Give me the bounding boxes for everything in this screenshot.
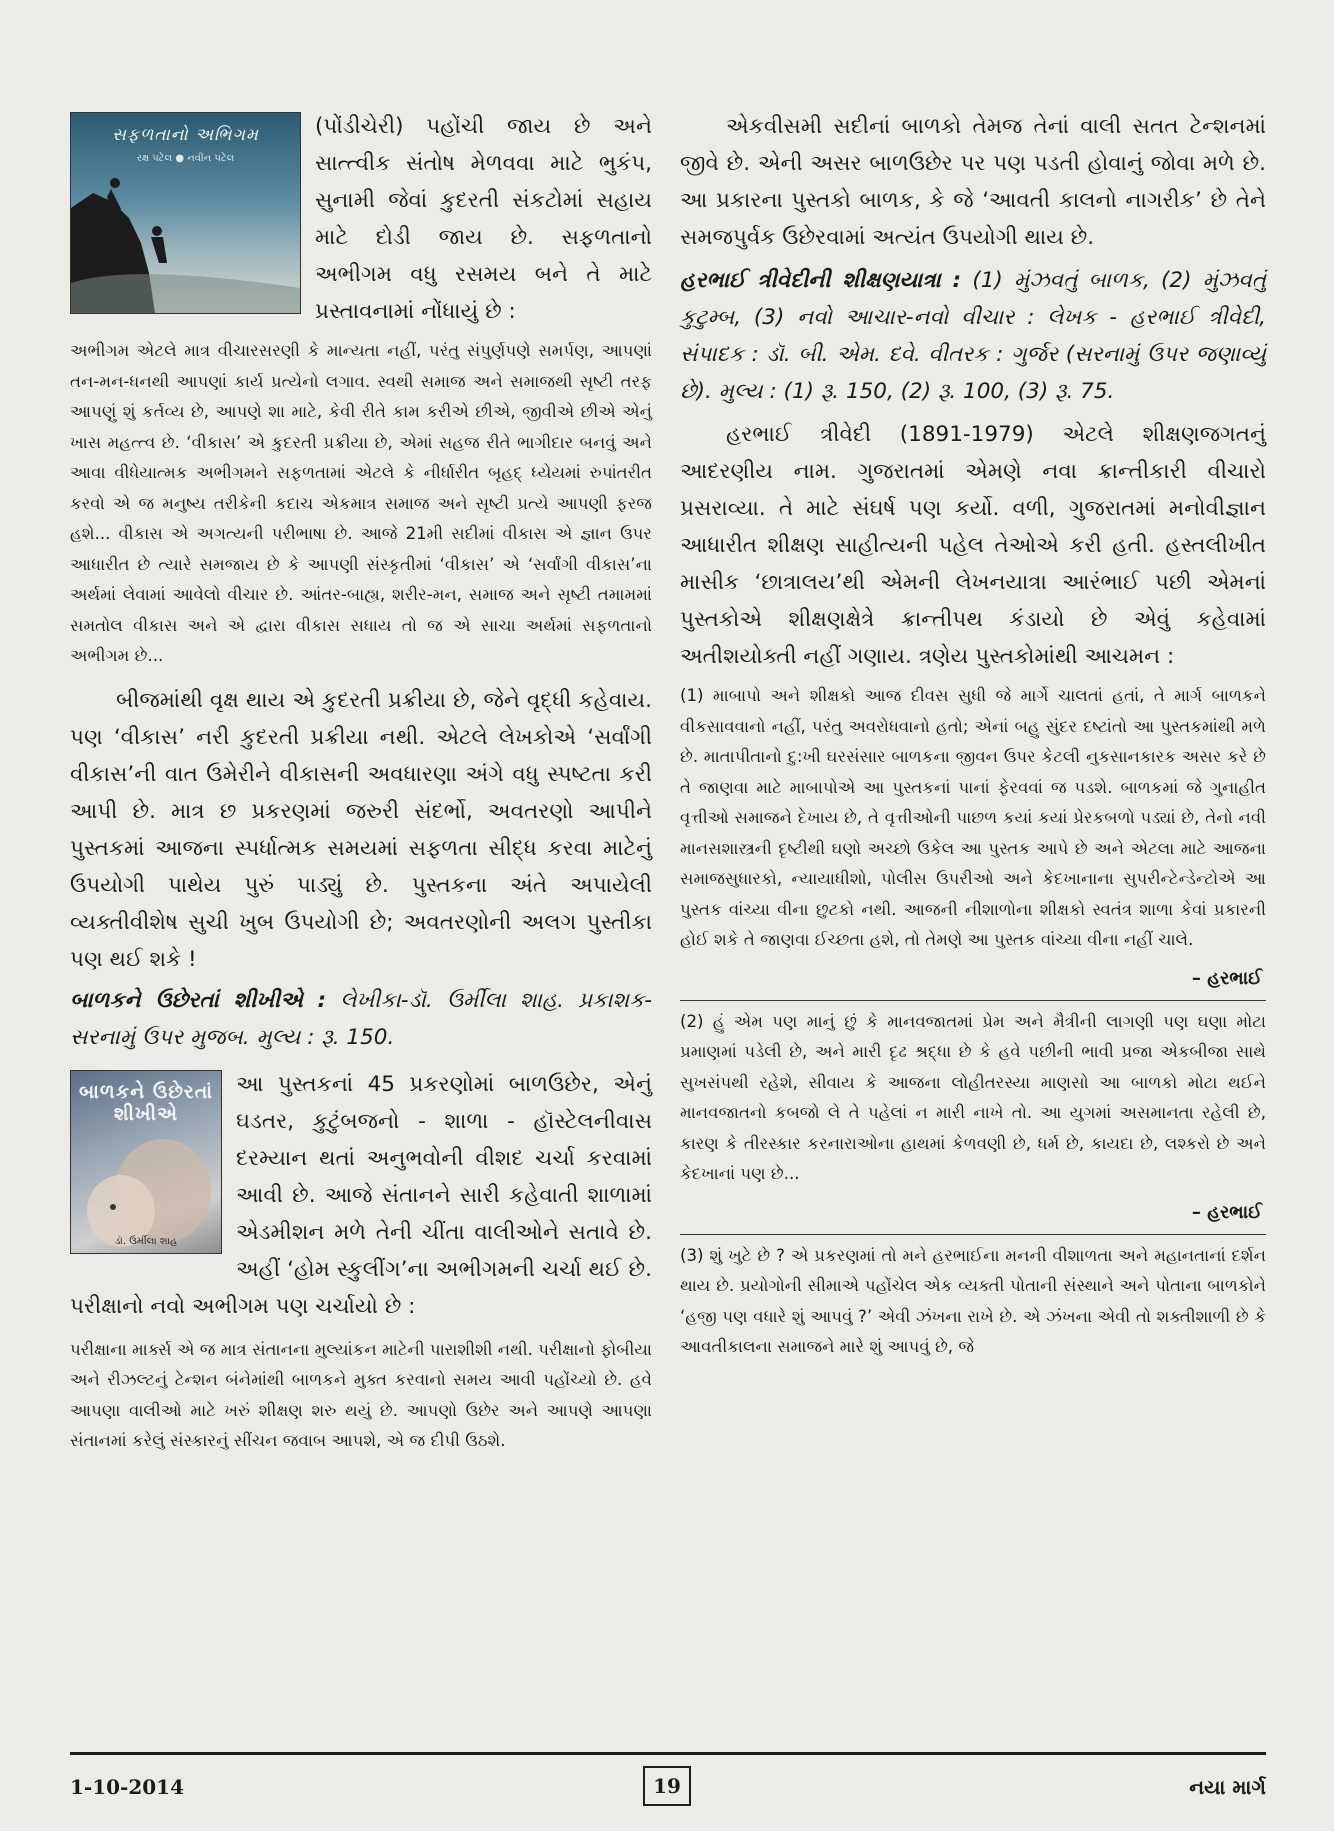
book-cover-authors: રક્ષ પટેલ ● નવીન પટેલ [136,153,235,164]
quote-block: અભીગમ એટલે માત્ર વીચારસરણી કે માન્યતા નહીં, પરંતુ સંપુર્ણપણે સમર્પણ, આપણાં તન-મન-ધનથી આપણાં કાર્ય પ્રત્યેનો લગાવ. સ્વથી સમાજ અને સમાજથી સૃષ્ટી તરફ આપણું શું કર્તવ્ય છે, આપણે શા માટે, કેવી રીતે કામ કરીએ છીએ, જીવીએ છીએ એનું ખાસ મહત્ત્વ છે. ‘વીકાસ’ એ કુદરતી પ્રક્રીયા છે, એમાં સહજ રીતે ભાગીદાર બનવું અને આવા વીધેયાત્મક અભીગમને સફળતામાં એટલે કે નીર્ધારીત બૃહદ્ ધ્યેયમાં રુપાંતરીત કરવો એ જ મનુષ્ય તરીકેની કદાચ એકમાત્ર સમાજ અને સૃષ્ટી પ્રત્યે આપણી ફરજ હશે... વીકાસ એ અગત્યની પરીભાષા છે. આજે 21મી સદીમાં વીકાસ એ જ્ઞાન ઉપર આધારીત છે ત્યારે સમજાય છે કે આપણી સંસ્કૃતીમાં ‘વીકાસ’ એ ‘સર્વાંગી વીકાસ’ના અર્થમાં લેવામાં આવેલો વીચાર છે. આંતર-બાહ્ય, શરીર-મન, સમાજ અને સૃષ્ટી તમામમાં સમતોલ વીકાસ અને એ દ્વારા વીકાસ સધાય તો જ એ સાચા અર્થમાં સફળતાનો અભીગમ છે... [70,341,652,665]
right-column [680,108,1266,1363]
book-cover-author: ડૉ. ઉર્મીલા શાહ [114,1235,178,1247]
body-paragraph: બીજમાંથી વૃક્ષ થાય એ કુદરતી પ્રક્રીયા છે, જેને વૃદ્ધી કહેવાય. પણ ‘વીકાસ’ નરી કુદરતી પ્રક્રીયા નથી. એટલે લેખકોએ ‘સર્વાંગી વીકાસ’ની વાત ઉમેરીને વીકાસની અવધારણા અંગે વધુ સ્પષ્ટતા કરી આપી છે. માત્ર છ પ્રકરણમાં જરુરી સંદર્ભો, અવતરણો આપીને પુસ્તકમાં આજના સ્પર્ધાત્મક સમયમાં સફળતા સીદ્ધ કરવા માટેનું ઉપયોગી પાથેય પુરું પાડ્યું છે. પુસ્તકના અંતે અપાયેલી વ્યક્તીવીશેષ સુચી ખુબ ઉપયોગી છે; અવતરણોની અલગ પુસ્તીકા પણ થઈ શકે ! [70,687,652,972]
issue-date: 1-10-2014 [70,1775,185,1799]
book-cover-image [70,112,301,314]
mother-child-photo-icon [71,1071,221,1253]
book-details: લેખીકા-ડૉ. ઉર્મીલા શાહ. પ્રકાશક-સરનામું ઉપર મુજબ. મુલ્ય : રૂ. 150. [70,987,653,1050]
left-column [70,108,652,1457]
quote-block: પરીક્ષાના માર્ક્સ એ જ માત્ર સંતાનના મુલ્યાંકન માટેની પારાશીશી નથી. પરીક્ષાનો ફોબીયા અને રીઝલ્ટનું ટેન્શન બંનેમાંથી બાળકને મુક્ત કરવાનો સમય આવી પહોંચ્યો છે. હવે આપણા વાલીઓ માટે ખરું શીક્ષણ શરુ થયું છે. આપણો ઉછેર અને આપણે આપણા સંતાનમાં કરેલું સંસ્કારનું સીંચન જવાબ આપશે, એ જ દીપી ઉઠશે. [70,1339,652,1450]
book-cover-image [70,1070,222,1254]
book-entry [70,982,652,1056]
book-cover-title: સફળતાનો અભિગમ [112,125,259,145]
page-number: 19 [643,1766,691,1806]
climber-silhouette-icon [71,113,300,313]
body-paragraph: આ પુસ્તકનાં 45 પ્રકરણોમાં બાળઉછેર, એનું ઘડતર, કુટુંબજનો - શાળા - હૉસ્ટેલનીવાસ દરમ્યાન થતાં અનુભવોની વીશદ ચર્ચા કરવામાં આવી છે. આજે સંતાનને સારી કહેવાતી શાળામાં એડમીશન મળે તેની ચીંતા વાલીઓને સતાવે છે. અહીં ‘હોમ સ્કુલીંગ’ના અભીગમની ચર્ચા થઈ છે. પરીક્ષાનો નવો અભીગમ પણ ચર્ચાયો છે : [70,1071,652,1319]
body-paragraph: એકવીસમી સદીનાં બાળકો તેમજ તેનાં વાલી સતત ટેન્શનમાં જીવે છે. એની અસર બાળઉછેર પર પણ પડતી હોવાનું જોવા મળે છે. આ પ્રકારના પુસ્તકો બાળક, કે જે ‘આવતી કાલનો નાગરીક’ છે તેને સમજપુર્વક ઉછેરવામાં અત્યંત ઉપયોગી થાય છે. [680,114,1266,250]
book-title: બાળકને ઉછેરતાં શીખીએ : [70,987,327,1013]
author-signature: – હરભાઈ [1191,1201,1262,1223]
quote-block: (2) હું એમ પણ માનું છું કે માનવજાતમાં પ્રેમ અને મૈત્રીની લાગણી પણ ઘણા મોટા પ્રમાણમાં પડેલી છે, અને મારી દૃઢ શ્રદ્ધા છે કે હવે પછીની ભાવી પ્રજા એકબીજા સાથે સુખસંપથી રહેશે, સીવાય કે આજના લોહીતરસ્યા માણસો આ બાળકો મોટા થઈને માનવજાતનો કબજો લે તે પહેલાં ન મારી નાખે તો. આ યુગમાં અસમાનતા રહેલી છે, કારણ કે તીરસ્કાર કરનારાઓના હાથમાં કેળવણી છે, ધર્મ છે, કાયદા છે, લશ્કરો છે અને કેદખાનાં પણ છે... [680,1011,1266,1183]
quote-block: (1) માબાપો અને શીક્ષકો આજ દીવસ સુધી જે માર્ગે ચાલતાં હતાં, તે માર્ગ બાળકને વીકસાવવાનો નહીં, પરંતુ અવરોધવાનો હતો; એનાં બહુ સુંદર દષ્ટાંતો આ પુસ્તકમાંથી મળે છે. માતાપીતાનો દુ:ખી ઘરસંસાર બાળકના જીવન ઉપર કેટલી નુકસાનકારક અસર કરે છે તે જાણવા માટે માબાપોએ આ પુસ્તકનાં પાનાં ફેરવવાં જ પડશે. બાળકમાં જે ગુનાહીત વૃત્તીઓ સમાજને દેખાય છે, તે વૃત્તીઓની પાછળ કયાં કયાં પ્રેરકબળો પડ્યાં છે, તેનો નવી માનસશાસ્ત્રની દૃષ્ટીથી ઘણો અચ્છો ઉકેલ આ પુસ્તક આપે છે અને એટલા માટે આજના સમાજસુધારકો, ન્યાયાધીશો, પોલીસ ઉપરીઓ અને કેદખાનાના સુપરીન્ટેન્ડેન્ટોએ આ પુસ્તક વાંચ્યા વીના છુટકો નથી. આજની નીશાળોના શીક્ષકો સ્વતંત્ર શાળા કેવાં પ્રકારની હોઈ શકે તે જાણવા ઈચ્છતા હશે, તો તેમણે આ પુસ્તક વાંચ્યા વીના નહીં ચાલે. [680,686,1266,949]
author-signature: – હરભાઈ [1191,967,1262,989]
book-details: (1) મુંઝવતું બાળક, (2) મુંઝવતું કુટુમ્બ, (3) નવો આચાર-નવો વીચાર : લેખક - હરભાઈ ત્રીવેદી, સંપાદક : ડૉ. બી. એમ. દવે. વીતરક : ગુર્જર (સરનામું ઉપર જણાવ્યું છે). મુલ્ય : (1) રૂ. 150, (2) રૂ. 100, (3) રૂ. 75. [680,268,1266,404]
magazine-name: નયા માર્ગ [1189,1775,1266,1799]
book-title: હરભાઈ ત્રીવેદીની શીક્ષણયાત્રા : [680,268,962,293]
book-cover-title: બાળકને ઉછેરતાં શીખીએ [78,1080,214,1125]
quote-block: (3) શું ખુટે છે ? એ પ્રકરણમાં તો મને હરભાઈના મનની વીશાળતા અને મહાનતાનાં દર્શન થાય છે. પ્રયોગોની સીમાએ પહોંચેલ એક વ્યક્તી પોતાની સંસ્થાને અને પોતાના બાળકોને ‘હજી પણ વધારે શું આપવું ?’ એવી ઝંખના રાખે છે. એ ઝંખના એવી તો શક્તીશાળી છે કે આવતીકાલના સમાજને મારે શું આપવું છે, જે [680,1245,1266,1356]
intro-paragraph: (પોંડીચેરી) પહોંચી જાય છે અને સાત્ત્વીક સંતોષ મેળવવા માટે ભુકંપ, સુનામી જેવાં કુદરતી સંકટોમાં સહાય માટે દોડી જાય છે. સફળતાનો અભીગમ વધુ રસમય બને તે માટે પ્રસ્તાવનામાં નોંધાયું છે : [315,114,652,324]
footer-rule [70,1752,1266,1755]
book-entry [680,262,1266,410]
body-paragraph: હરભાઈ ત્રીવેદી (1891-1979) એટલે શીક્ષણજગતનું આદરણીય નામ. ગુજરાતમાં એમણે નવા ક્રાન્તીકારી વીચારો પ્રસરાવ્યા. તે માટે સંઘર્ષ પણ કર્યો. વળી, ગુજરાતમાં મનોવીજ્ઞાન આધારીત શીક્ષણ સાહીત્યની પહેલ તેઓએ કરી હતી. હસ્તલીખીત માસીક ‘છાત્રાલય’થી એમની લેખનયાત્રા આરંભાઈ પછી એમનાં પુસ્તકોએ શીક્ષણક્ષેત્રે ક્રાન્તીપથ કંડાયો છે એવું કહેવામાં અતીશયોક્તી નહીં ગણાય. ત્રણેય પુસ્તકોમાંથી આચમન : [680,422,1266,669]
